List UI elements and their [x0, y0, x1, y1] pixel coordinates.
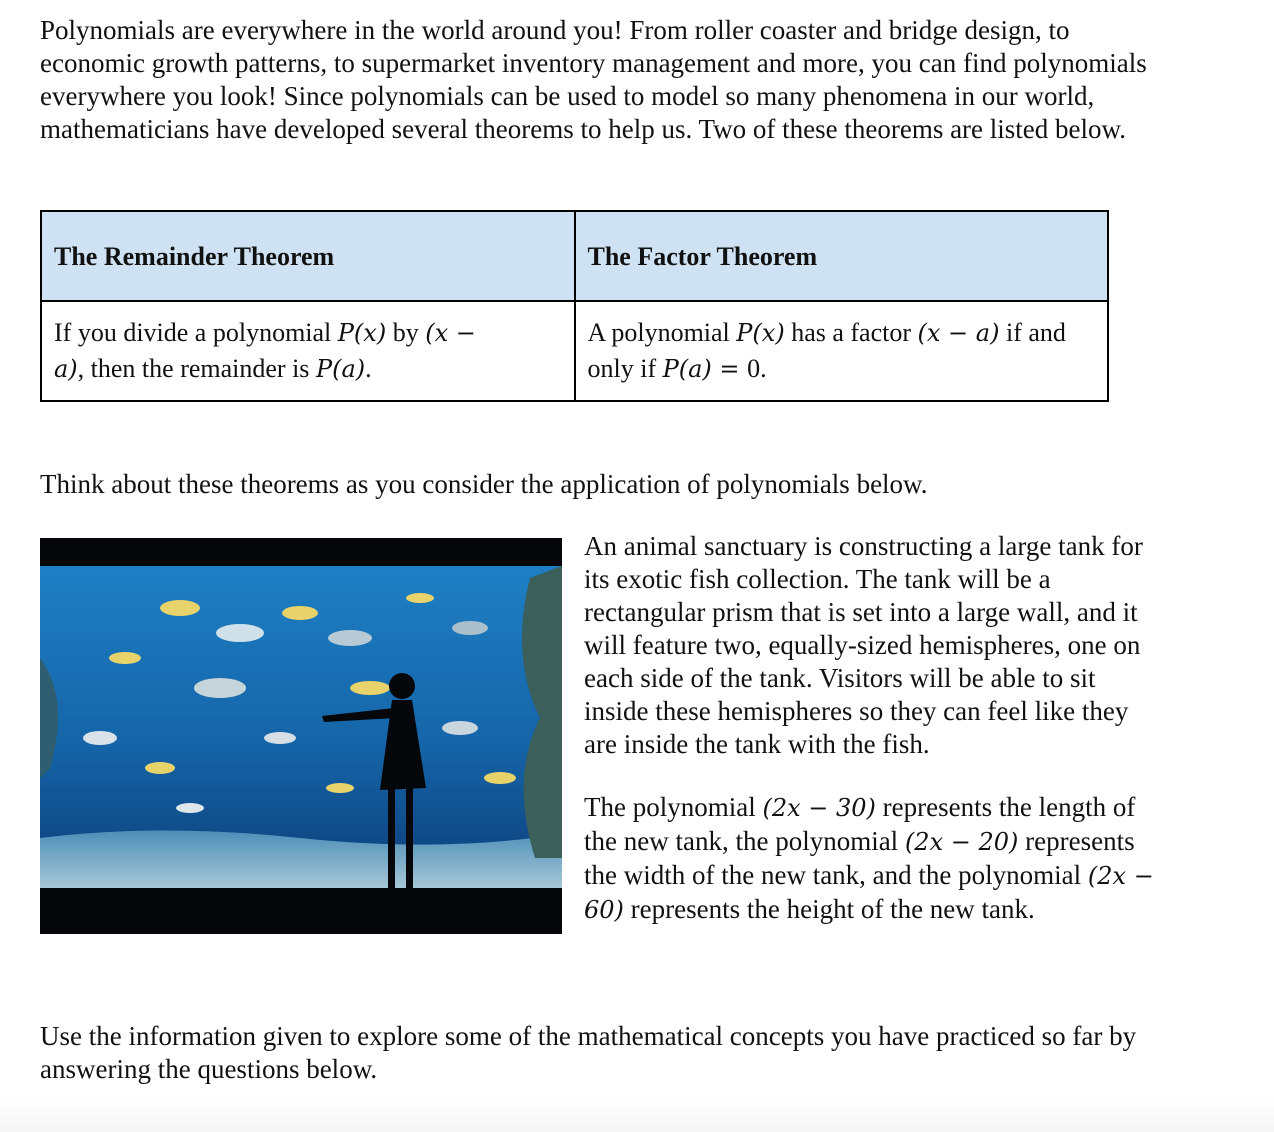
p2-text-b: represents the length of the new tank, the polynomial — [584, 792, 1136, 856]
factor-theorem-statement — [575, 301, 1109, 401]
factor-text-2: has a factor — [784, 318, 918, 347]
theorems-table — [40, 210, 1109, 402]
table-body-row — [41, 301, 1108, 401]
factor-text-1: A polynomial — [587, 318, 737, 347]
remainder-pa: P(a) — [315, 355, 366, 383]
length-polynomial: (2x − 30) — [762, 794, 876, 822]
aquarium-photo — [40, 538, 562, 934]
width-polynomial: (2x − 20) — [904, 828, 1019, 856]
factor-zero: 0 — [747, 354, 761, 383]
application-paragraph-1: An animal sanctuary is constructing a large tank for its exotic fish collection. The tank will be a rectangular prism that is set into a large wall, and it will feature two, equally-sized hemispheres, one on each side of the tank. Visitors will be able to sit inside these hemispheres so they can feel like they are inside the tank with the fish. — [584, 531, 1143, 759]
factor-equals: = — [711, 355, 748, 383]
remainder-theorem-title: The Remainder Theorem — [41, 211, 575, 301]
factor-pa: P(a) — [662, 355, 712, 383]
intro-paragraph: Polynomials are everywhere in the world around you! From roller coaster and bridge design, to economic growth patterns, to supermarket inventory management and more, you can find polynomials everywhere you look! Since polynomials can be used to model so many phenomena in our world, mathematicians have developed several theorems to help us. Two of these theorems are listed below. — [40, 15, 1147, 144]
closing-paragraph: Use the information given to explore some of the mathematical concepts you have practiced so far by answering the questions below. — [40, 1021, 1137, 1084]
table-header-row — [41, 211, 1108, 301]
factor-text-4: . — [760, 354, 767, 383]
factor-px: P(x) — [736, 319, 785, 347]
remainder-divisor-b: a) — [54, 355, 78, 383]
remainder-text-4: . — [365, 354, 372, 383]
remainder-px: P(x) — [337, 319, 387, 347]
page-bottom-edge — [0, 1100, 1274, 1132]
remainder-text-2: by — [386, 318, 426, 347]
remainder-text-1: If you divide a polynomial — [54, 318, 338, 347]
height-polynomial: (2x − 60) — [584, 862, 1154, 924]
aquarium-illustration — [40, 538, 562, 934]
think-paragraph: Think about these theorems as you consider the application of polynomials below. — [40, 469, 928, 499]
remainder-text-3: , then the remainder is — [77, 354, 316, 383]
factor-divisor: (x − a) — [917, 319, 1000, 347]
remainder-theorem-statement — [41, 301, 575, 401]
p2-text-a: The polynomial — [584, 792, 763, 822]
p2-text-d: represents the height of the new tank. — [623, 894, 1035, 924]
factor-theorem-title: The Factor Theorem — [575, 211, 1109, 301]
application-paragraph-2 — [584, 791, 1164, 927]
p2-text-c: represents the width of the new tank, and the polynomial — [584, 826, 1135, 890]
remainder-divisor-a: (x − — [425, 319, 476, 347]
factor-text-3: if and only if — [587, 318, 1066, 383]
